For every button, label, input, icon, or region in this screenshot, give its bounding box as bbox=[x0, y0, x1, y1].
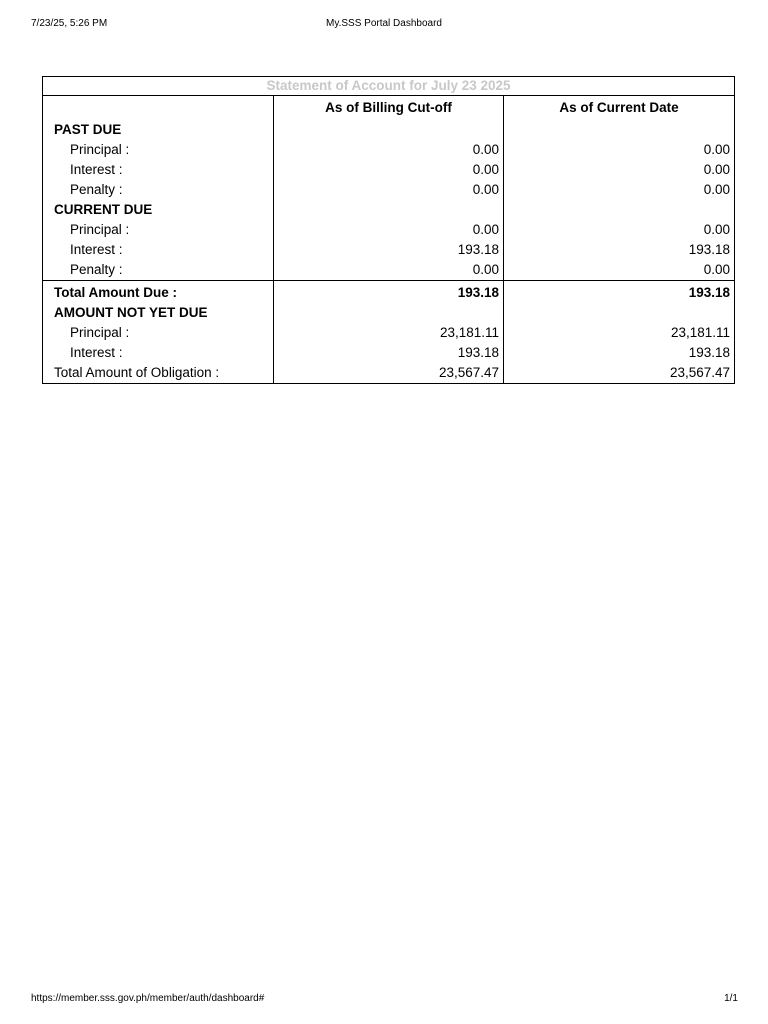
billing-cutoff-header: As of Billing Cut-off bbox=[325, 100, 452, 115]
print-header bbox=[0, 18, 768, 34]
statement-due-section bbox=[43, 96, 734, 280]
current-date-column bbox=[504, 96, 734, 280]
not-yet-due-interest-billing: 193.18 bbox=[457, 345, 499, 360]
current-due-interest-billing: 193.18 bbox=[457, 242, 499, 257]
billing-cutoff-column bbox=[274, 96, 504, 280]
past-due-label: PAST DUE bbox=[54, 122, 122, 137]
print-page-number: 1/1 bbox=[724, 993, 738, 1004]
past-due-principal-label: Principal : bbox=[70, 142, 130, 157]
print-url: https://member.sss.gov.ph/member/auth/dashboard# bbox=[31, 993, 265, 1004]
current-due-blank bbox=[504, 200, 734, 220]
total-obligation-billing: 23,567.47 bbox=[438, 365, 499, 380]
current-due-blank bbox=[274, 200, 503, 220]
label-column bbox=[43, 96, 274, 280]
statement-totals-section bbox=[43, 280, 734, 383]
not-yet-due-interest-label: Interest : bbox=[70, 345, 123, 360]
current-due-interest-current: 193.18 bbox=[688, 242, 730, 257]
past-due-penalty-label: Penalty : bbox=[70, 182, 123, 197]
amount-not-yet-due-label: AMOUNT NOT YET DUE bbox=[54, 305, 208, 320]
statement-title: Statement of Account for July 23 2025 bbox=[43, 77, 734, 96]
current-due-principal-label: Principal : bbox=[70, 222, 130, 237]
total-obligation-current: 23,567.47 bbox=[669, 365, 730, 380]
totals-current-column bbox=[504, 281, 734, 383]
past-due-blank bbox=[274, 120, 503, 140]
not-yet-due-blank bbox=[504, 303, 734, 323]
past-due-principal-billing: 0.00 bbox=[472, 142, 499, 157]
current-due-penalty-label: Penalty : bbox=[70, 262, 123, 277]
past-due-interest-label: Interest : bbox=[70, 162, 123, 177]
print-datetime: 7/23/25, 5:26 PM bbox=[31, 18, 108, 29]
totals-billing-column bbox=[274, 281, 504, 383]
totals-label-column bbox=[43, 281, 274, 383]
header-spacer bbox=[43, 96, 273, 120]
statement-of-account-table bbox=[42, 76, 735, 384]
past-due-penalty-billing: 0.00 bbox=[472, 182, 499, 197]
current-due-penalty-billing: 0.00 bbox=[472, 262, 499, 277]
not-yet-due-interest-current: 193.18 bbox=[688, 345, 730, 360]
not-yet-due-blank bbox=[274, 303, 503, 323]
past-due-penalty-current: 0.00 bbox=[703, 182, 730, 197]
total-amount-due-current: 193.18 bbox=[688, 285, 730, 300]
current-due-penalty-current: 0.00 bbox=[703, 262, 730, 277]
current-due-principal-billing: 0.00 bbox=[472, 222, 499, 237]
past-due-principal-current: 0.00 bbox=[703, 142, 730, 157]
print-footer bbox=[0, 993, 768, 1009]
current-due-label: CURRENT DUE bbox=[54, 202, 153, 217]
total-amount-due-label: Total Amount Due : bbox=[54, 285, 177, 300]
current-due-interest-label: Interest : bbox=[70, 242, 123, 257]
total-obligation-label: Total Amount of Obligation : bbox=[54, 365, 220, 380]
past-due-blank bbox=[504, 120, 734, 140]
print-page-title: My.SSS Portal Dashboard bbox=[326, 18, 442, 29]
total-amount-due-billing: 193.18 bbox=[457, 285, 499, 300]
not-yet-due-principal-current: 23,181.11 bbox=[670, 325, 730, 340]
current-due-principal-current: 0.00 bbox=[703, 222, 730, 237]
past-due-interest-current: 0.00 bbox=[703, 162, 730, 177]
not-yet-due-principal-billing: 23,181.11 bbox=[439, 325, 499, 340]
current-date-header: As of Current Date bbox=[559, 100, 679, 115]
not-yet-due-principal-label: Principal : bbox=[70, 325, 130, 340]
past-due-interest-billing: 0.00 bbox=[472, 162, 499, 177]
